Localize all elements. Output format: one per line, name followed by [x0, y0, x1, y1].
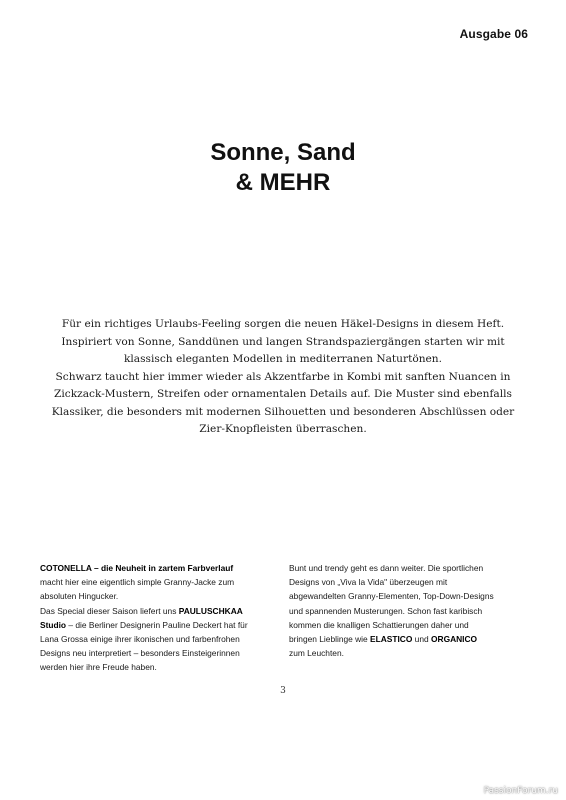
right-column-text — [289, 561, 529, 660]
brand-name: Studio — [40, 619, 67, 630]
right-line: abgewandelten Granny-Elementen, Top-Down-Designs — [289, 591, 494, 602]
intro-line: Klassiker, die besonders mit modernen Silhouetten und besonderen Abschlüssen oder — [51, 405, 515, 418]
intro-line: klassisch eleganten Modellen in mediterranen Naturtönen. — [124, 353, 442, 365]
left-line: Designs neu interpretiert – besonders Einsteigerinnen — [40, 648, 240, 659]
issue-label: Ausgabe 06 — [459, 27, 528, 41]
intro-line: Schwarz taucht hier immer wieder als Akzentfarbe in Kombi mit sanften Nuancen in — [55, 370, 511, 383]
left-line: Lana Grossa einige ihrer ikonischen und farbenfrohen — [40, 634, 240, 645]
yarn-name: ELASTICO — [370, 634, 413, 645]
right-line: und spannenden Musterungen. Schon fast karibisch — [289, 605, 483, 616]
left-line — [40, 604, 275, 618]
intro-line: Zier-Knopfleisten überraschen. — [199, 423, 367, 435]
intro-line: Für ein richtiges Urlaubs-Feeling sorgen die neuen Häkel-Designs in diesem Heft. — [61, 318, 505, 330]
right-line: Designs von „Viva la Vida" überzeugen mit — [289, 577, 448, 588]
left-text: Das Special dieser Saison liefert uns — [40, 605, 179, 616]
left-line: werden hier ihre Freude haben. — [40, 662, 157, 673]
left-line: macht hier eine eigentlich simple Granny-Jacke zum — [40, 577, 235, 588]
right-line: kommen die knalligen Schattierungen daher und — [289, 619, 469, 630]
right-line: Bunt und trendy geht es dann weiter. Die sportlichen — [289, 563, 484, 573]
title-line-1: Sonne, Sand — [210, 139, 356, 166]
cotonella-heading: COTONELLA – die Neuheit in zartem Farbverlauf — [40, 563, 234, 573]
left-line: absoluten Hingucker. — [40, 591, 119, 602]
page-number: 3 — [280, 686, 286, 696]
brand-name: PAULUSCHKAA — [178, 605, 243, 616]
intro-paragraph — [40, 316, 526, 439]
right-text: bringen Lieblinge wie — [289, 634, 371, 645]
intro-line: Inspiriert von Sonne, Sanddünen und langen Strandspaziergängen starten wir mit — [61, 335, 505, 348]
right-line: zum Leuchten. — [289, 648, 344, 659]
watermark: PassionForum.ru — [483, 786, 558, 796]
left-text: – die Berliner Designerin Pauline Deckert hat für — [66, 619, 248, 630]
title-line-2: & MEHR — [235, 169, 331, 196]
left-column-text — [40, 561, 275, 675]
right-line — [289, 632, 529, 646]
left-line — [40, 618, 275, 632]
right-text: und — [412, 634, 431, 645]
yarn-name: ORGANICO — [431, 634, 478, 645]
page-title — [0, 138, 566, 198]
left-line — [40, 561, 275, 575]
intro-line: Zickzack-Mustern, Streifen oder ornamentalen Details auf. Die Muster sind ebenfalls — [54, 388, 512, 400]
